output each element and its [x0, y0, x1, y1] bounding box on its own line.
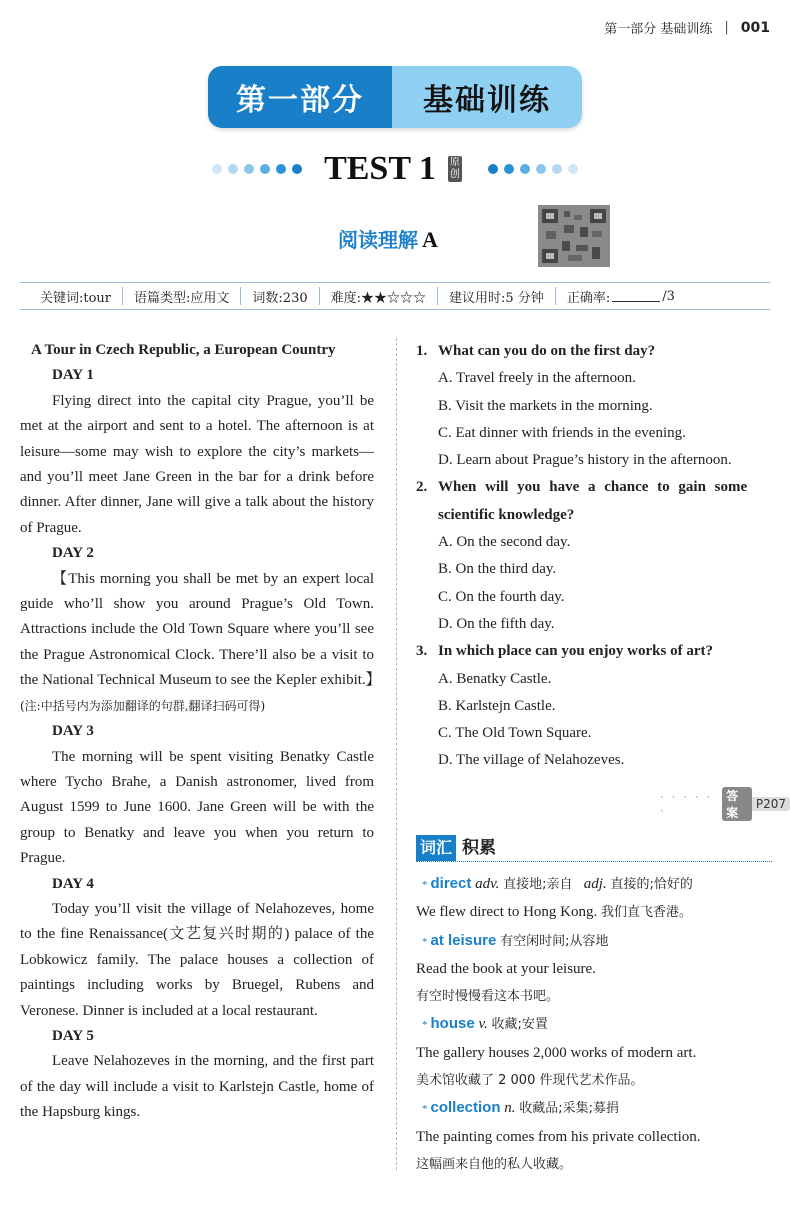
header-separator: | — [724, 20, 729, 35]
vocab-example-en: We flew direct to Hong Kong. — [416, 904, 598, 921]
info-word-count: 词数:230 — [241, 287, 319, 305]
dot — [520, 164, 530, 174]
vocab-pos: adj. — [583, 876, 607, 892]
vocab-heading — [416, 832, 772, 862]
vocab-entry — [416, 1010, 772, 1039]
vocab-meaning: 直接的;恰好的 — [610, 877, 693, 892]
dot — [292, 164, 302, 174]
day-paragraph: The morning will be spent visiting Benatky Castle where Tycho Brahe, a Danish astronomer, lived from August 1599 to June 1600. Jane Green will be with the group to Benatky and leave you when you return to Prague. — [20, 748, 374, 867]
vocab-word: collection — [430, 1099, 501, 1117]
vocab-pos: n. — [504, 1100, 516, 1117]
header-section: 第一部分 基础训练 — [604, 22, 713, 37]
answer-reference[interactable] — [660, 787, 790, 821]
answer-label: 答案 — [722, 787, 752, 821]
reading-passage — [20, 338, 381, 1126]
day-paragraph: Today you’ll visit the village of Nelahozeves, home to the fine Renaissance(文艺复兴时期的) palace of the Lobkowicz family. The palace houses a collection of paintings including works by Bruegel, Rubens and Veronese. Dinner is included at a local restaurant. — [20, 900, 374, 1019]
translation-note: (注:中括号内为添加翻译的句群,翻译扫码可得) — [20, 698, 266, 713]
question-number: 1. — [416, 343, 428, 359]
day-label: DAY 1 — [52, 367, 94, 384]
question — [416, 638, 772, 665]
question — [416, 338, 772, 365]
vocab-example-zh: 美术馆收藏了 2 000 件现代艺术作品。 — [416, 1073, 644, 1089]
section-title-text: 阅读理解 — [338, 228, 418, 252]
part-banner — [208, 66, 582, 128]
vocab-pos: adv. — [475, 876, 500, 892]
vocab-example-zh: 有空时慢慢看这本书吧。 — [416, 989, 560, 1005]
question-number: 3. — [416, 643, 428, 660]
info-genre: 语篇类型:应用文 — [123, 287, 241, 305]
asterisk-icon: * — [422, 1103, 428, 1116]
asterisk-icon: * — [422, 935, 428, 948]
test-title: TEST 1 — [324, 150, 436, 187]
vocab-heading-a: 词汇 — [416, 835, 456, 861]
test-heading — [0, 150, 790, 188]
running-header — [604, 18, 770, 37]
question — [416, 474, 772, 501]
dot — [536, 164, 546, 174]
vocab-example — [416, 899, 772, 926]
answer-option[interactable]: B. On the third day. — [438, 561, 557, 578]
dot — [244, 164, 254, 174]
dot — [260, 164, 270, 174]
vocab-word: house — [430, 1015, 475, 1033]
vocab-entry — [416, 927, 772, 956]
info-accuracy — [556, 287, 686, 305]
vocab-entry — [416, 1094, 772, 1123]
answer-page: P207 — [752, 797, 790, 811]
vocab-example-zh: 我们直飞香港。 — [601, 905, 693, 921]
answer-option[interactable]: B. Visit the markets in the morning. — [438, 397, 653, 414]
section-title — [338, 224, 438, 253]
vocab-example-en: The gallery houses 2,000 works of modern art. — [416, 1044, 697, 1061]
dot — [276, 164, 286, 174]
page-number: 001 — [740, 19, 770, 36]
vocab-list — [416, 870, 772, 1178]
answer-option[interactable]: D. Learn about Prague’s history in the afternoon. — [438, 452, 732, 469]
banner-part: 第一部分 — [208, 66, 392, 128]
day-label: DAY 2 — [52, 545, 94, 562]
original-tag — [448, 156, 462, 182]
info-bar — [20, 282, 770, 310]
accuracy-total: /3 — [662, 288, 675, 304]
original-tag-char: 创 — [449, 169, 460, 180]
day-label: DAY 3 — [52, 723, 94, 740]
asterisk-icon: * — [422, 1019, 428, 1032]
column-divider — [396, 338, 397, 1170]
answer-option[interactable]: B. Karlstejn Castle. — [438, 697, 556, 714]
asterisk-icon: * — [422, 879, 428, 891]
question-text: In which place can you enjoy works of art? — [438, 643, 714, 660]
qr-code-icon[interactable] — [538, 205, 610, 267]
vocab-word: at leisure — [430, 931, 497, 949]
answer-option[interactable]: D. On the fifth day. — [438, 615, 555, 632]
question-text: scientific knowledge? — [438, 506, 575, 523]
accuracy-label: 正确率: — [566, 290, 611, 306]
banner-title: 基础训练 — [392, 66, 582, 128]
day-paragraph: Flying direct into the capital city Prague, you’ll be met at the airport and sent to a hotel. The afternoon is at leisure—some may wish to explore the city’s markets—and you’ll meet Jane Green in the bar for a drink before dinner. After dinner, Jane will give a talk about the history of Prague. — [20, 392, 374, 536]
section-letter: A — [422, 227, 438, 252]
question-text: What can you do on the first day? — [438, 343, 656, 359]
vocab-example-en: The painting comes from his private collection. — [416, 1128, 701, 1145]
info-time: 建议用时:5 分钟 — [438, 287, 556, 305]
day-label: DAY 4 — [52, 875, 94, 892]
original-tag-char: 原 — [449, 157, 460, 168]
dot — [568, 164, 578, 174]
right-dots — [488, 164, 578, 174]
vocab-example-zh: 这幅画来自他的私人收藏。 — [416, 1156, 573, 1172]
vocab-meaning: 收藏品;采集;募捐 — [519, 1101, 620, 1117]
dot — [504, 164, 514, 174]
answer-option[interactable]: A. On the second day. — [438, 534, 571, 551]
day-paragraph — [20, 567, 381, 719]
dot — [488, 164, 498, 174]
vocab-meaning: 直接地;亲自 — [503, 877, 573, 892]
vocab-entry — [416, 870, 772, 899]
answer-option[interactable]: C. Eat dinner with friends in the evening. — [438, 424, 686, 441]
answer-option[interactable]: C. The Old Town Square. — [438, 725, 592, 742]
day-paragraph-text: 【This morning you shall be met by an expert local guide who’ll show you around Prague’s Old Town. Attractions include the Old Town Square where you’ll see the Prague Astronomical Clock. There’ll also be a visit to the National Technical Museum to see the Kepler exhibit.】 — [20, 570, 381, 689]
dot — [228, 164, 238, 174]
answer-option[interactable]: A. Travel freely in the afternoon. — [438, 370, 636, 387]
dot — [552, 164, 562, 174]
questions — [416, 338, 772, 775]
answer-option[interactable]: A. Benatky Castle. — [438, 670, 552, 687]
vocab-meaning: 收藏;安置 — [491, 1017, 548, 1033]
question-number: 2. — [416, 479, 428, 496]
question-text: When will you have a chance to gain some — [438, 479, 748, 496]
vocab-heading-b: 积累 — [462, 838, 497, 858]
vocab-pos: v. — [478, 1016, 488, 1033]
answer-dots: · · · · · · — [660, 790, 713, 818]
info-difficulty: 难度:★★☆☆☆ — [320, 287, 438, 305]
vocab-word: direct — [430, 875, 472, 892]
answer-option[interactable]: C. On the fourth day. — [438, 588, 565, 605]
info-keyword: 关键词:tour — [20, 287, 123, 305]
vocab-meaning: 有空闲时间;从容地 — [500, 933, 609, 949]
vocab-example-en: Read the book at your leisure. — [416, 960, 596, 977]
accuracy-blank[interactable] — [612, 290, 660, 302]
day-paragraph: Leave Nelahozeves in the morning, and the first part of the day will include a visit to Karlstejn Castle, home of the Hapsburg kings. — [20, 1053, 374, 1121]
day-label: DAY 5 — [52, 1027, 94, 1044]
passage-title: A Tour in Czech Republic, a European Country — [31, 342, 336, 358]
left-dots — [212, 164, 302, 174]
answer-option[interactable]: D. The village of Nelahozeves. — [438, 752, 625, 769]
dot — [212, 164, 222, 174]
question-continuation — [416, 502, 772, 529]
